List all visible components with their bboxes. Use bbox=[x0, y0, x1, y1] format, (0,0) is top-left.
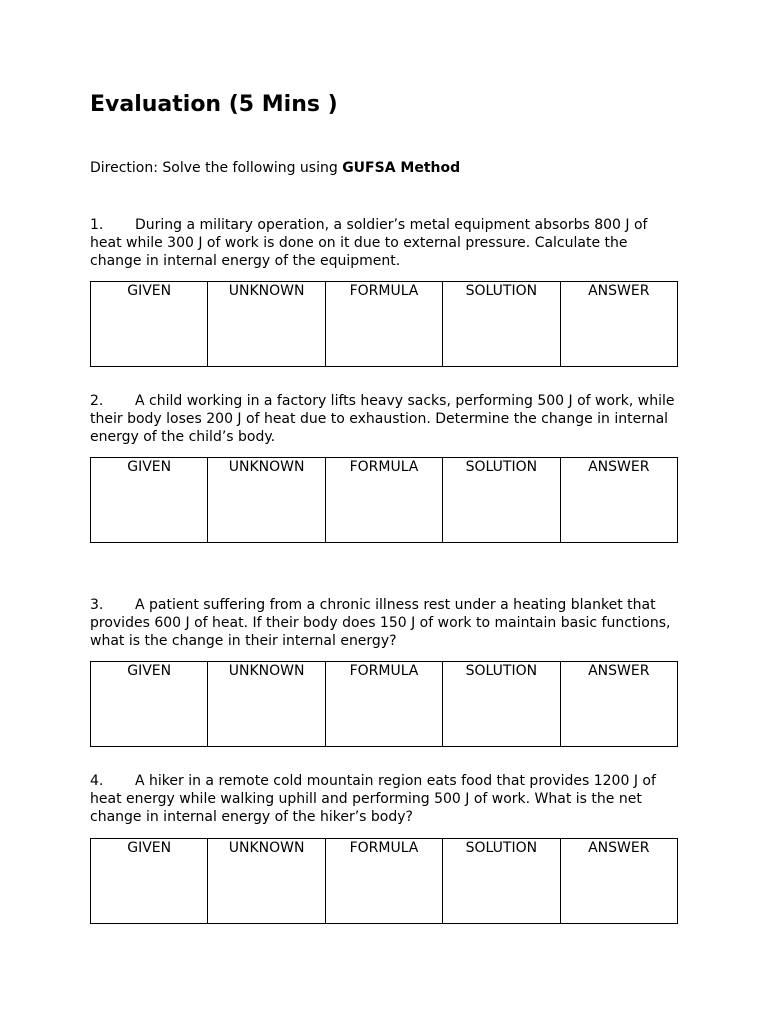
cell-answer[interactable]: ANSWER bbox=[560, 839, 677, 924]
question-text: A patient suffering from a chronic illness rest under a heating blanket that provides 600 J of heat. If their body does 150 J of work to maintain basic functions, what is the change in their internal energy? bbox=[90, 597, 671, 649]
cell-answer[interactable]: ANSWER bbox=[560, 662, 677, 747]
cell-solution[interactable]: SOLUTION bbox=[443, 839, 560, 924]
gufsa-table-1 bbox=[90, 281, 678, 367]
gufsa-table-4 bbox=[90, 838, 678, 924]
gufsa-table-2 bbox=[90, 457, 678, 543]
direction-text bbox=[90, 160, 460, 176]
page-title: Evaluation (5 Mins ) bbox=[90, 92, 338, 117]
cell-given[interactable]: GIVEN bbox=[91, 839, 208, 924]
cell-unknown[interactable]: UNKNOWN bbox=[208, 839, 325, 924]
cell-solution[interactable]: SOLUTION bbox=[443, 282, 560, 367]
question-number: 4. bbox=[90, 773, 104, 789]
question-number: 3. bbox=[90, 597, 104, 613]
cell-given[interactable]: GIVEN bbox=[91, 458, 208, 543]
question-text: During a military operation, a soldier’s metal equipment absorbs 800 J of heat while 300 J of work is done on it due to external pressure. Calculate the change in internal energy of the equipment. bbox=[90, 217, 648, 269]
cell-unknown[interactable]: UNKNOWN bbox=[208, 282, 325, 367]
direction-method: GUFSA Method bbox=[342, 160, 461, 176]
question-number: 2. bbox=[90, 393, 104, 409]
question-1 bbox=[90, 216, 678, 270]
cell-answer[interactable]: ANSWER bbox=[560, 282, 677, 367]
cell-formula[interactable]: FORMULA bbox=[325, 458, 442, 543]
question-3 bbox=[90, 596, 678, 650]
cell-formula[interactable]: FORMULA bbox=[325, 839, 442, 924]
question-text: A child working in a factory lifts heavy sacks, performing 500 J of work, while their body loses 200 J of heat due to exhaustion. Determine the change in internal energy of the child’s body. bbox=[90, 393, 675, 445]
cell-formula[interactable]: FORMULA bbox=[325, 662, 442, 747]
cell-unknown[interactable]: UNKNOWN bbox=[208, 662, 325, 747]
cell-given[interactable]: GIVEN bbox=[91, 662, 208, 747]
cell-answer[interactable]: ANSWER bbox=[560, 458, 677, 543]
cell-formula[interactable]: FORMULA bbox=[325, 282, 442, 367]
cell-solution[interactable]: SOLUTION bbox=[443, 662, 560, 747]
question-text: A hiker in a remote cold mountain region eats food that provides 1200 J of heat energy while walking uphill and performing 500 J of work. What is the net change in internal energy of the hiker’s body? bbox=[90, 773, 656, 825]
cell-given[interactable]: GIVEN bbox=[91, 282, 208, 367]
gufsa-table-3 bbox=[90, 661, 678, 747]
question-4 bbox=[90, 772, 678, 826]
question-number: 1. bbox=[90, 217, 104, 233]
direction-prefix: Direction: Solve the following using bbox=[90, 160, 343, 176]
question-2 bbox=[90, 392, 678, 446]
cell-unknown[interactable]: UNKNOWN bbox=[208, 458, 325, 543]
cell-solution[interactable]: SOLUTION bbox=[443, 458, 560, 543]
